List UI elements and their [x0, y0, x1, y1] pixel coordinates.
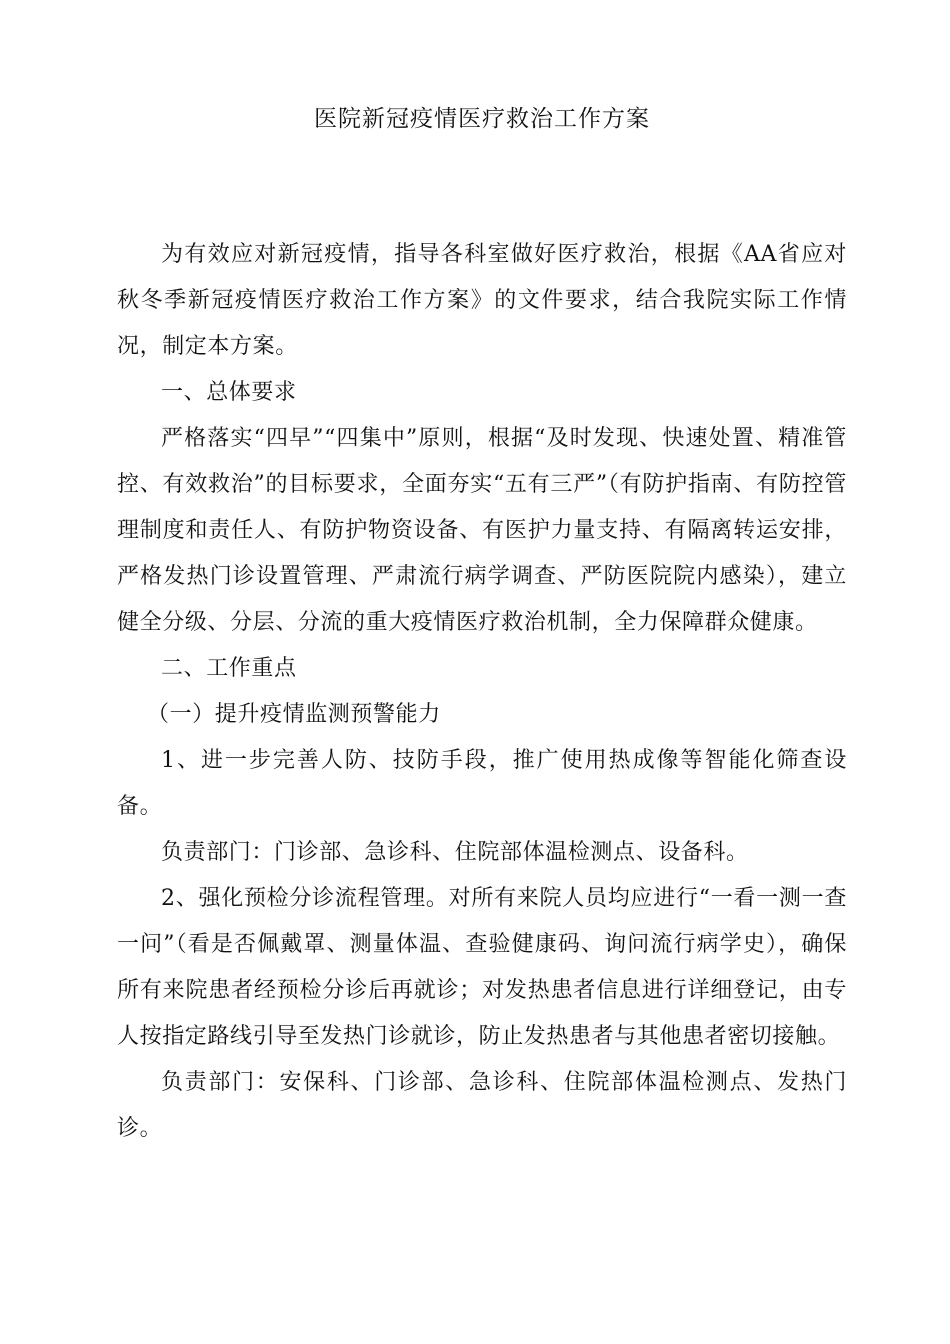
item-1-paragraph: 1、进一步完善人防、技防手段，推广使用热成像等智能化筛查设备。 [117, 748, 847, 819]
section-2-subheading: （一）提升疫情监测预警能力 [147, 702, 441, 727]
intro-paragraph: 为有效应对新冠疫情，指导各科室做好医疗救治，根据《AA省应对秋冬季新冠疫情医疗救治工作方案》的文件要求，结合我院实际工作情况，制定本方案。 [117, 242, 847, 359]
section-1-body: 严格落实“四早”“四集中”原则，根据“及时发现、快速处置、精准管控、有效救治”的目标要求，全面夯实“五有三严”（有防护指南、有防控管理制度和责任人、有防护物资设备、有医护力量支持、有隔离转运安排，严格发热门诊设置管理、严肃流行病学调查、严防医院院内感染），建立健全分级、分层、分流的重大疫情医疗救治机制，全力保障群众健康。 [117, 426, 847, 635]
document-title: 医院新冠疫情医疗救治工作方案 [314, 106, 650, 132]
section-2-heading: 二、工作重点 [161, 656, 297, 681]
item-2-paragraph: 2、强化预检分诊流程管理。对所有来院人员均应进行“一看一测一查一问”（看是否佩戴罩、测量体温、查验健康码、询问流行病学史），确保所有来院患者经预检分诊后再就诊；对发热患者信息进行详细登记，由专人按指定路线引导至发热门诊就诊，防止发热患者与其他患者密切接触。 [117, 886, 847, 1049]
item-1-department: 负责部门：门诊部、急诊科、住院部体温检测点、设备科。 [161, 840, 749, 865]
section-1-heading: 一、总体要求 [161, 380, 297, 405]
item-2-department: 负责部门：安保科、门诊部、急诊科、住院部体温检测点、发热门诊。 [117, 1070, 847, 1141]
